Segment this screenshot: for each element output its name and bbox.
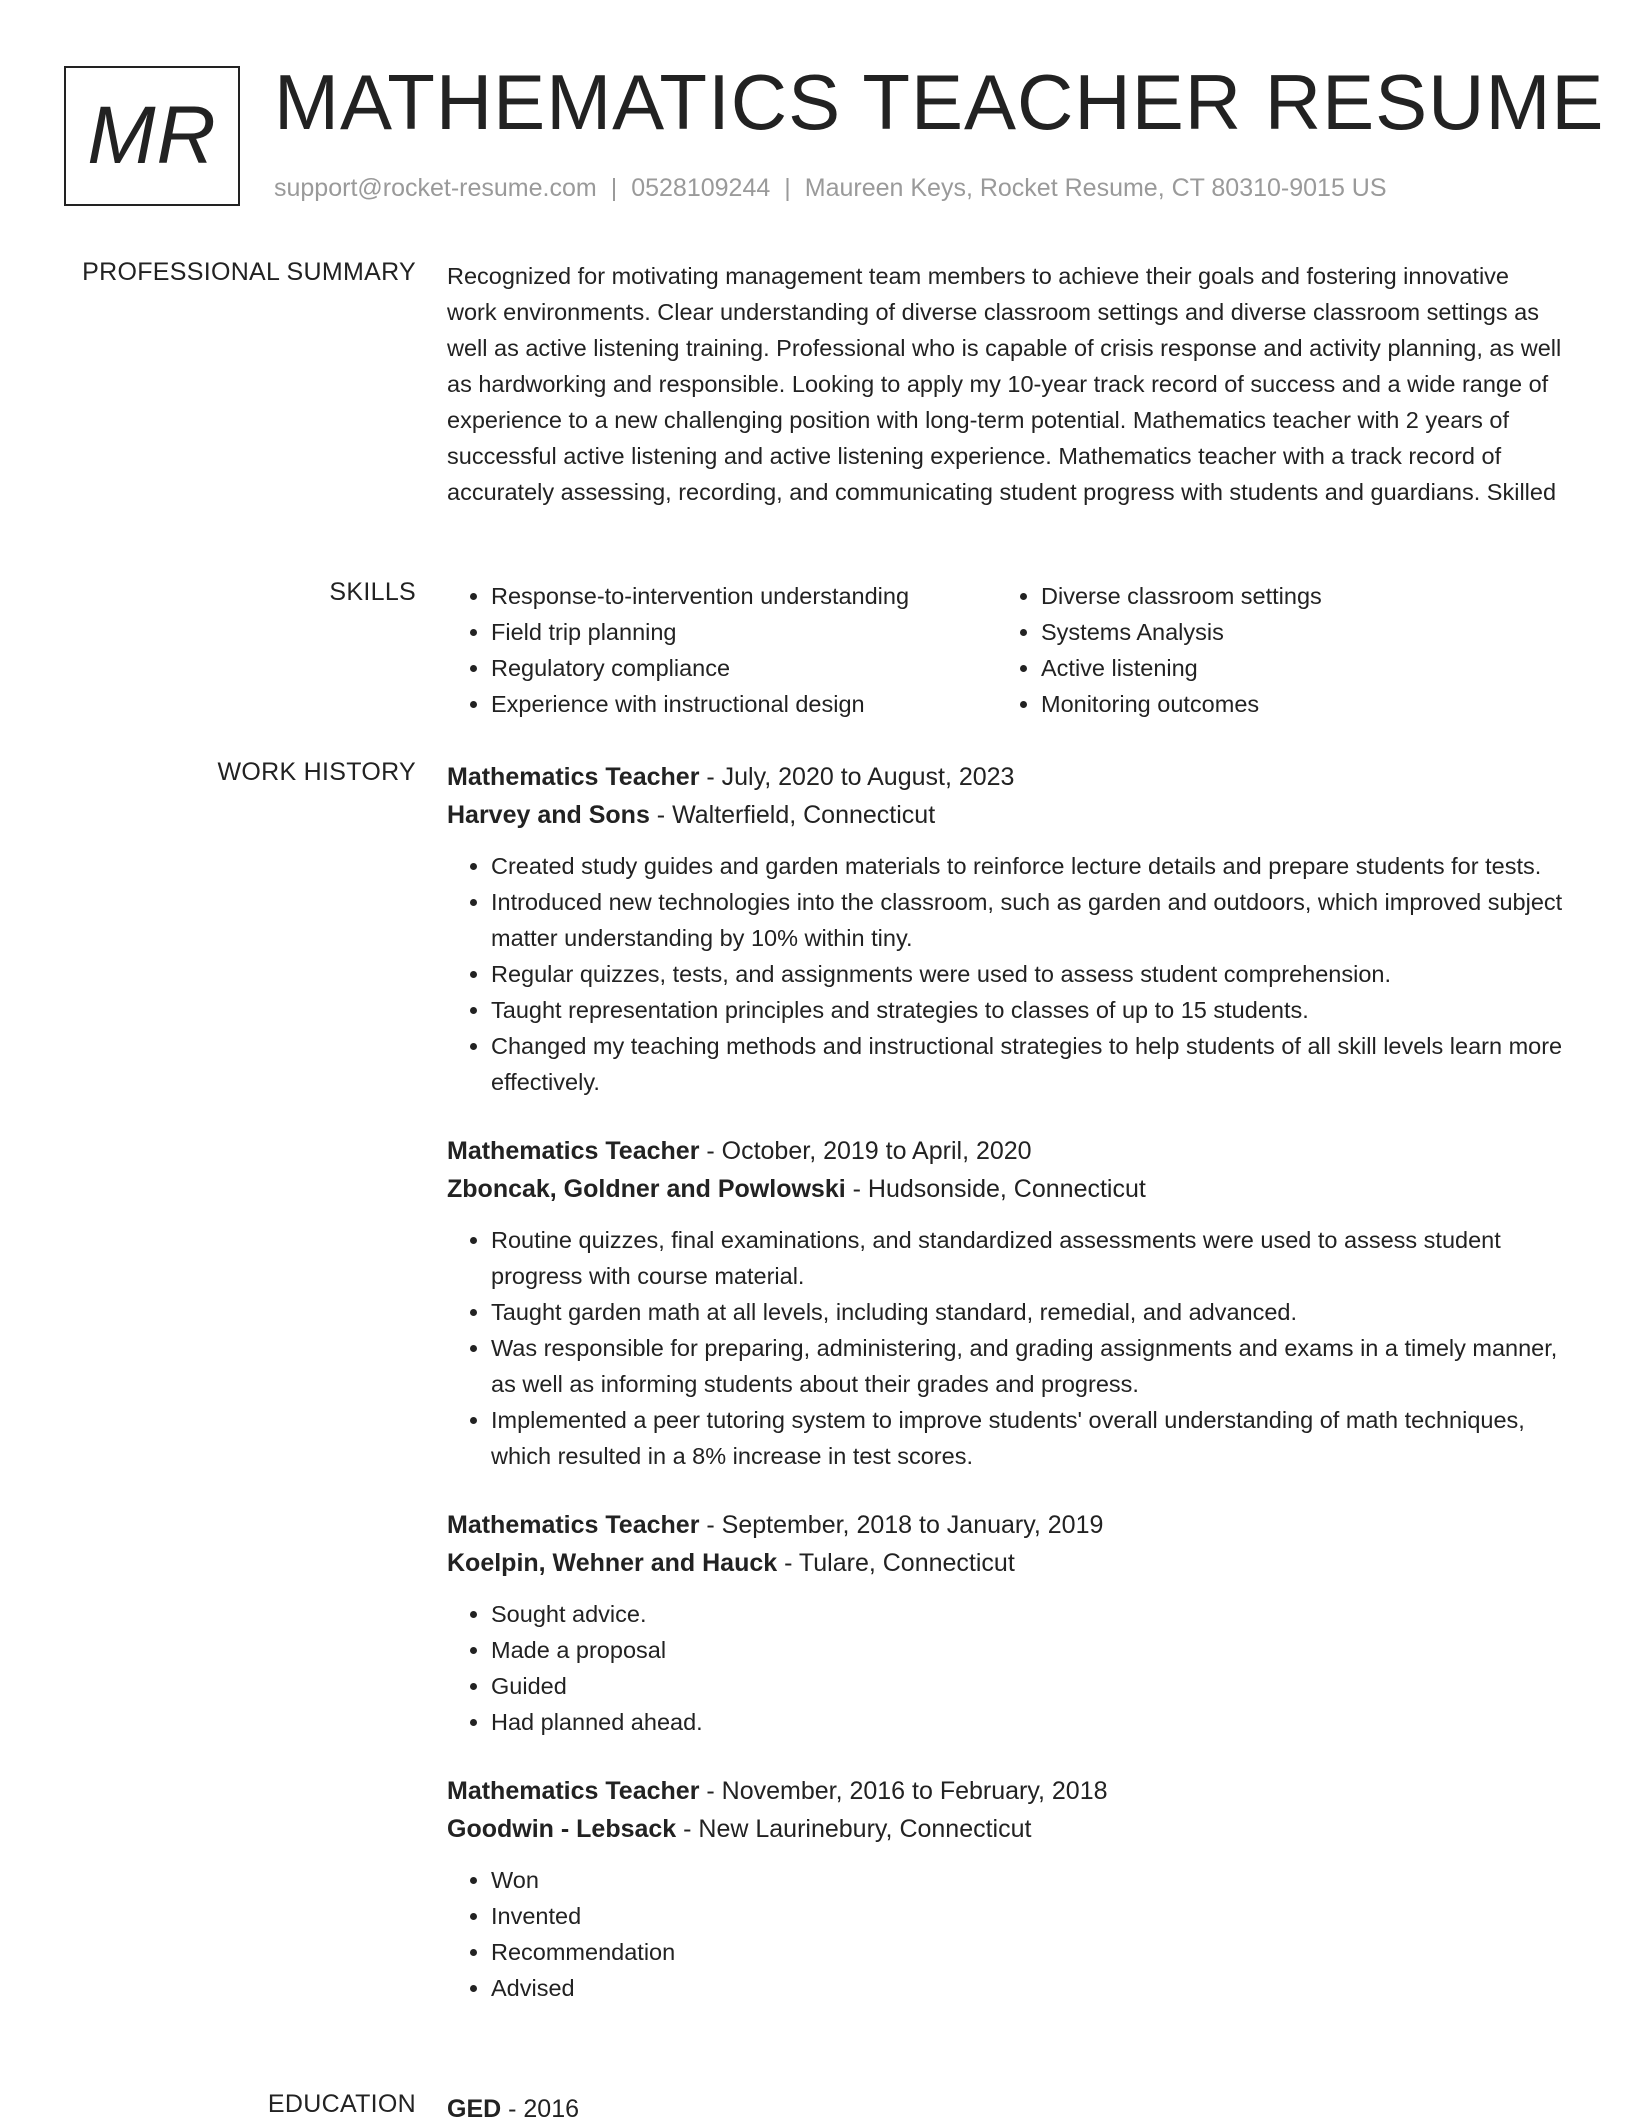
skill-item: • Monitoring outcomes (1041, 686, 1547, 722)
job-location: - New Laurinebury, Connecticut (676, 1815, 1032, 1843)
work-history-body (447, 758, 1565, 2038)
skill-item: • Active listening (1041, 650, 1547, 686)
education-body (447, 2090, 1565, 2128)
job-title-line (447, 1772, 1565, 1810)
summary-text: Recognized for motivating management team members to achieve their goals and fostering innovative work environments. Clear understanding of diverse classroom settings and diverse classroom settings as well as active listening training. Professional who is capable of crisis response and activity planning, as well as hardworking and responsible. Looking to apply my 10-year track record of success and a wide range of experience to a new challenging position with long-term potential. Mathematics teacher with 2 years of successful active listening and active listening experience. Mathematics teacher with a track record of accurately assessing, recording, and communicating student progress with students and guardians. Skilled (447, 263, 1562, 505)
job-bullet: • Advised (491, 1970, 1565, 2006)
job-dates: - November, 2016 to February, 2018 (699, 1777, 1108, 1805)
job-bullet: • Was responsible for preparing, administering, and grading assignments and exams in a timely manner, as well as informing students about their grades and progress. (491, 1330, 1565, 1402)
job-entry (447, 1132, 1565, 1474)
job-bullet: • Created study guides and garden materials to reinforce lecture details and prepare students for tests. (491, 848, 1565, 884)
contact-email: support@rocket-resume.com (274, 174, 597, 202)
job-title: Mathematics Teacher (447, 1137, 700, 1165)
skills-body (447, 578, 1565, 722)
skill-item: • Systems Analysis (1041, 614, 1547, 650)
job-bullet: • Sought advice. (491, 1596, 1565, 1632)
job-bullets (447, 1222, 1565, 1474)
job-bullet: • Guided (491, 1668, 1565, 1704)
job-bullet: • Regular quizzes, tests, and assignments were used to assess student comprehension. (491, 956, 1565, 992)
summary-body (447, 258, 1565, 510)
contact-line (274, 174, 1387, 203)
education-degree: GED (447, 2095, 502, 2123)
job-bullet: • Made a proposal (491, 1632, 1565, 1668)
job-bullet: • Had planned ahead. (491, 1704, 1565, 1740)
job-company: Goodwin - Lebsack (447, 1815, 677, 1843)
job-bullet: • Recommendation (491, 1934, 1565, 1970)
job-title: Mathematics Teacher (447, 1511, 700, 1539)
skill-item: • Experience with instructional design (491, 686, 997, 722)
job-company: Harvey and Sons (447, 801, 650, 829)
skill-item: • Response-to-intervention understanding (491, 578, 997, 614)
job-bullets (447, 1862, 1565, 2006)
resume-title: MATHEMATICS TEACHER RESUME (274, 58, 1605, 146)
job-bullet: • Won (491, 1862, 1565, 1898)
skills-list-right (997, 578, 1547, 722)
job-location: - Walterfield, Connecticut (649, 801, 936, 829)
job-title-line (447, 1506, 1565, 1544)
job-bullet: • Routine quizzes, final examinations, and standardized assessments were used to assess student progress with course material. (491, 1222, 1565, 1294)
skill-item: • Regulatory compliance (491, 650, 997, 686)
contact-address: Maureen Keys, Rocket Resume, CT 80310-9015 US (804, 174, 1387, 202)
job-dates: - July, 2020 to August, 2023 (699, 763, 1015, 791)
job-company-line (447, 1810, 1565, 1848)
education-line (447, 2090, 1565, 2128)
job-title: Mathematics Teacher (447, 1777, 700, 1805)
job-entry (447, 1506, 1565, 1740)
job-bullet: • Taught garden math at all levels, including standard, remedial, and advanced. (491, 1294, 1565, 1330)
skills-grid (447, 578, 1565, 722)
job-entry (447, 758, 1565, 1100)
contact-separator: | (610, 174, 618, 202)
work-history-heading: WORK HISTORY (217, 758, 416, 786)
summary-heading: PROFESSIONAL SUMMARY (82, 258, 416, 286)
job-entry (447, 1772, 1565, 2006)
job-bullet: • Invented (491, 1898, 1565, 1934)
job-bullets (447, 848, 1565, 1100)
contact-separator: | (784, 174, 791, 202)
job-bullets (447, 1596, 1565, 1740)
education-year: - 2016 (501, 2095, 580, 2123)
job-title: Mathematics Teacher (447, 763, 700, 791)
job-bullet: • Introduced new technologies into the classroom, such as garden and outdoors, which improved subject matter understanding by 10% within tiny. (491, 884, 1565, 956)
education-heading: EDUCATION (267, 2090, 416, 2118)
monogram-badge: MR (64, 66, 240, 206)
job-location: - Tulare, Connecticut (777, 1549, 1015, 1577)
job-company: Koelpin, Wehner and Hauck (447, 1549, 778, 1577)
job-bullet: • Changed my teaching methods and instructional strategies to help students of all skill levels learn more effectively. (491, 1028, 1565, 1100)
job-company-line (447, 1544, 1565, 1582)
job-company-line (447, 1170, 1565, 1208)
skills-heading: SKILLS (329, 578, 416, 606)
job-bullet: • Taught representation principles and strategies to classes of up to 15 students. (491, 992, 1565, 1028)
skill-item: • Field trip planning (491, 614, 997, 650)
job-company-line (447, 796, 1565, 834)
contact-phone: 0528109244 (631, 174, 771, 202)
job-company: Zboncak, Goldner and Powlowski (447, 1175, 846, 1203)
job-bullet: • Implemented a peer tutoring system to improve students' overall understanding of math techniques, which resulted in a 8% increase in test scores. (491, 1402, 1565, 1474)
job-dates: - September, 2018 to January, 2019 (699, 1511, 1104, 1539)
job-dates: - October, 2019 to April, 2020 (699, 1137, 1032, 1165)
skill-item: • Diverse classroom settings (1041, 578, 1547, 614)
job-title-line (447, 1132, 1565, 1170)
job-title-line (447, 758, 1565, 796)
job-location: - Hudsonside, Connecticut (845, 1175, 1146, 1203)
skills-list-left (447, 578, 997, 722)
